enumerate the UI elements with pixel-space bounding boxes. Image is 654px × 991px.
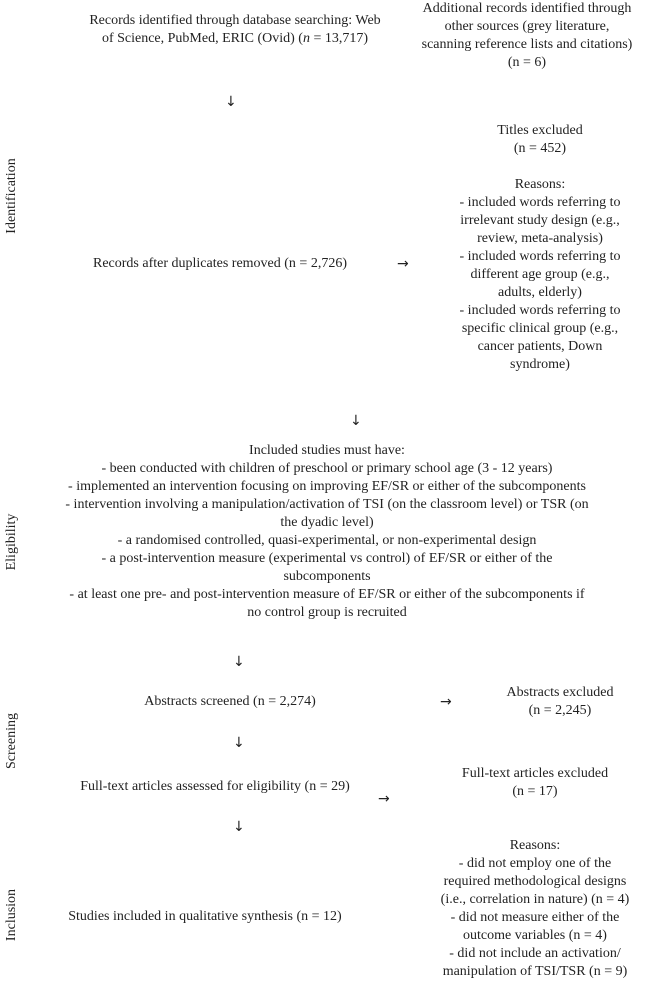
- titles-excluded-reason: cancer patients, Down: [477, 339, 603, 354]
- criteria-line: - a randomised controlled, quasi-experimental, or non-experimental design: [117, 533, 537, 548]
- criteria-line: - a post-intervention measure (experimental vs control) of EF/SR or either of the: [101, 551, 553, 566]
- criteria-line: - intervention involving a manipulation/activation of TSI (on the classroom level) or TSR (on: [65, 497, 589, 512]
- stage-eligibility: Eligibility: [4, 513, 19, 571]
- criteria-line: the dyadic level): [280, 515, 374, 530]
- fulltext-excluded-n: (n = 17): [512, 784, 558, 799]
- titles-excluded-reason: - included words referring to: [459, 249, 621, 264]
- titles-excluded-reason: syndrome): [510, 357, 570, 372]
- abstracts-excluded-box: [470, 684, 650, 720]
- fulltext-excluded-title: Full-text articles excluded: [461, 766, 609, 781]
- fulltext-excluded-box: [420, 765, 650, 801]
- arrow-down-1: ↓: [225, 94, 237, 110]
- records-other-line: other sources (grey literature,: [444, 19, 610, 34]
- titles-excluded-reason: adults, elderly): [498, 285, 582, 300]
- records-other-box: [400, 0, 654, 72]
- fulltext-reasons-box: [420, 837, 650, 981]
- records-other-n: (n = 6): [507, 55, 547, 70]
- abstracts-excluded-n: (n = 2,245): [528, 703, 592, 718]
- stage-identification: Identification: [4, 158, 19, 234]
- arrow-down-4: ↓: [233, 735, 245, 751]
- abstracts-screened: Abstracts screened (n = 2,274): [144, 694, 316, 709]
- fulltext-assessed: Full-text articles assessed for eligibility (n = 29): [80, 779, 350, 794]
- titles-excluded-n: (n = 452): [513, 141, 567, 156]
- fulltext-reasons-title: Reasons:: [509, 838, 561, 853]
- fulltext-reason: - did not employ one of the: [458, 856, 612, 871]
- criteria-line: - at least one pre- and post-intervention measure of EF/SR or either of the subcomponents if: [69, 587, 585, 602]
- arrow-right-1: →: [397, 256, 409, 272]
- criteria-line: subcomponents: [283, 569, 371, 584]
- records-other-line: scanning reference lists and citations): [421, 37, 633, 52]
- titles-excluded-reasons-title: Reasons:: [514, 177, 566, 192]
- titles-excluded-reason: - included words referring to: [459, 195, 621, 210]
- records-other-line: Additional records identified through: [422, 1, 632, 16]
- arrow-down-3: ↓: [233, 654, 245, 670]
- titles-excluded-reason: review, meta-analysis): [477, 231, 603, 246]
- titles-excluded-reason: irrelevant study design (e.g.,: [460, 213, 620, 228]
- inclusion-criteria-box: [0, 442, 654, 622]
- criteria-line: - been conducted with children of preschool or primary school age (3 - 12 years): [101, 461, 553, 476]
- fulltext-reason: outcome variables (n = 4): [463, 928, 607, 943]
- abstracts-excluded-title: Abstracts excluded: [506, 685, 614, 700]
- arrow-down-2: ↓: [350, 413, 362, 429]
- records-after-duplicates: Records after duplicates removed (n = 2,726): [93, 256, 347, 271]
- fulltext-reason: manipulation of TSI/TSR (n = 9): [442, 964, 628, 979]
- studies-included: Studies included in qualitative synthesis (n = 12): [68, 909, 342, 924]
- stage-screening: Screening: [4, 713, 19, 769]
- criteria-line: no control group is recruited: [247, 605, 407, 620]
- criteria-line: - implemented an intervention focusing on improving EF/SR or either of the subcomponents: [68, 479, 586, 494]
- records-database-line1: Records identified through database searching: Web: [89, 13, 381, 28]
- titles-excluded-reason: different age group (e.g.,: [470, 267, 610, 282]
- arrow-right-3: →: [378, 791, 390, 807]
- records-database-box: [55, 12, 415, 48]
- titles-excluded-box: [430, 122, 650, 374]
- criteria-title: Included studies must have:: [249, 443, 405, 458]
- titles-excluded-title: Titles excluded: [497, 123, 583, 138]
- titles-excluded-reason: specific clinical group (e.g.,: [461, 321, 619, 336]
- stage-inclusion: Inclusion: [4, 888, 19, 942]
- fulltext-reason: - did not measure either of the: [450, 910, 620, 925]
- records-database-line2: of Science, PubMed, ERIC (Ovid) (n = 13,717): [101, 31, 369, 46]
- fulltext-reason: required methodological designs: [443, 874, 627, 889]
- titles-excluded-reason: - included words referring to: [459, 303, 621, 318]
- arrow-right-2: →: [440, 694, 452, 710]
- fulltext-reason: - did not include an activation/: [449, 946, 621, 961]
- arrow-down-5: ↓: [233, 819, 245, 835]
- fulltext-reason: (i.e., correlation in nature) (n = 4): [440, 892, 630, 907]
